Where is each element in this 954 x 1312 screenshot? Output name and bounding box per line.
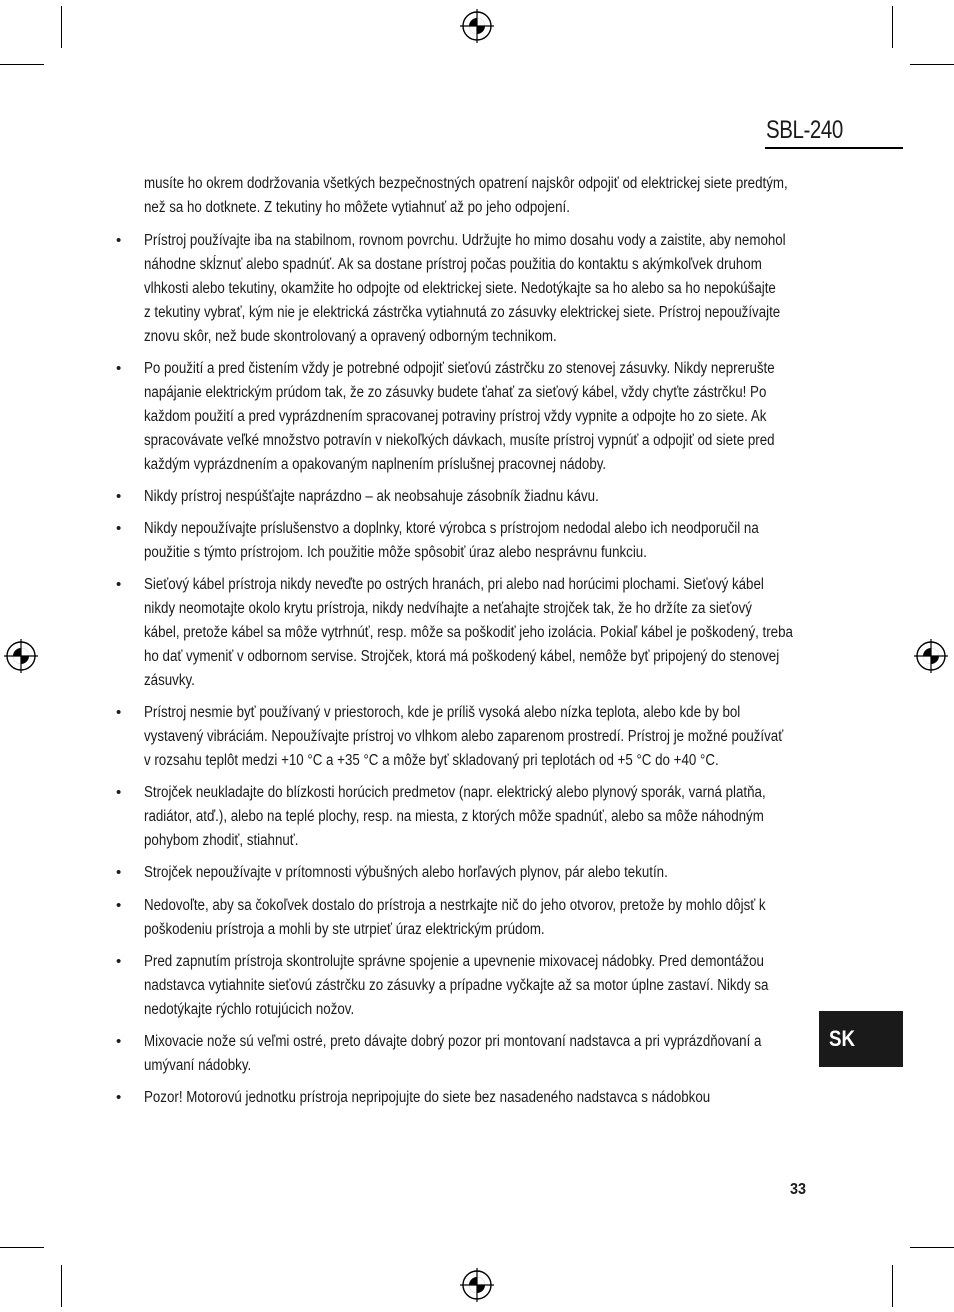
bullet-marker: • xyxy=(116,232,122,249)
bullet-marker: • xyxy=(116,864,122,881)
language-code: SK xyxy=(829,1026,855,1051)
text-line: Strojček neukladajte do blízkosti horúcich predmetov (napr. elektrický alebo plynový sporák, varná platňa, xyxy=(144,784,766,801)
model-title: SBL-240 xyxy=(766,116,843,144)
crop-mark xyxy=(0,1247,44,1248)
text-line: vlhkosti alebo tekutiny, okamžite ho odpojte od elektrickej siete. Nedotýkajte sa ho alebo sa ho nepokúšajte xyxy=(144,280,776,297)
bullet-item xyxy=(144,485,809,509)
text-line: nadstavca vytiahnite sieťovú zástrčku zo zásuvky a prípadne vyčkajte až sa motor úplne zastaví. Nikdy sa xyxy=(144,977,769,994)
bullet-item xyxy=(144,781,809,853)
text-line: nedotýkajte rýchlo rotujúcich nožov. xyxy=(144,1001,355,1018)
registration-mark-icon xyxy=(4,639,38,673)
text-line: ho dať vymeniť v odbornom servise. Strojček, ktorá má poškodený kábel, nemôže byť pripojený do stenovej xyxy=(144,648,780,665)
text-line: Sieťový kábel prístroja nikdy neveďte po ostrých hranách, pri alebo nad horúcimi plochami. Sieťový kábel xyxy=(144,576,764,593)
bullet-marker: • xyxy=(116,360,122,377)
crop-mark xyxy=(61,6,62,48)
bullet-marker: • xyxy=(116,1089,122,1106)
registration-mark-icon xyxy=(460,9,494,43)
text-line: než sa ho dotknete. Z tekutiny ho môžete vytiahnuť až po jeho odpojení. xyxy=(144,199,570,216)
intro-paragraph xyxy=(144,172,809,220)
crop-mark xyxy=(0,64,44,65)
crop-mark xyxy=(910,1247,954,1248)
text-line: nikdy neomotajte okolo krytu prístroja, nikdy nedvíhajte a neťahajte strojček tak, že ho držíte za sieťový xyxy=(144,600,752,617)
text-line: Mixovacie nože sú veľmi ostré, preto dávajte dobrý pozor pri montovaní nadstavca a pri vyprázdňovaní a xyxy=(144,1033,762,1050)
text-line: Prístroj nesmie byť používaný v priestoroch, kde je príliš vysoká alebo nízka teplota, alebo kde by bol xyxy=(144,704,741,721)
text-line: radiátor, atď.), alebo na teplé plochy, resp. na miesta, z ktorých môže spadnúť, alebo sa môže náhodným xyxy=(144,808,764,825)
text-line: pohybom zhodiť, stiahnuť. xyxy=(144,832,299,849)
bullet-item xyxy=(144,1086,809,1110)
bullet-marker: • xyxy=(116,784,122,801)
header-rule xyxy=(765,147,903,149)
text-line: Pozor! Motorovú jednotku prístroja nepripojujte do siete bez nasadeného nadstavca s nádobkou xyxy=(144,1089,711,1106)
bullet-item xyxy=(144,1030,809,1078)
text-line: musíte ho okrem dodržovania všetkých bezpečnostných opatrení najskôr odpojiť od elektrickej siete predtým, xyxy=(144,175,788,192)
bullet-item xyxy=(144,861,809,885)
bullet-item xyxy=(144,357,809,477)
bullet-marker: • xyxy=(116,520,122,537)
bullet-marker: • xyxy=(116,488,122,505)
text-line: Po použití a pred čistením vždy je potrebné odpojiť sieťovú zástrčku zo stenovej zásuvky. Nikdy neprerušte xyxy=(144,360,775,377)
bullet-item xyxy=(144,517,809,565)
text-line: každým vyprázdnením a opakovaným naplnením príslušnej pracovnej nádoby. xyxy=(144,456,607,473)
page-number: 33 xyxy=(790,1181,807,1198)
text-line: Nikdy nepoužívajte príslušenstvo a doplnky, ktoré výrobca s prístrojom nedodal alebo ich neodporučil na xyxy=(144,520,759,537)
bullet-marker: • xyxy=(116,704,122,721)
text-line: Prístroj používajte iba na stabilnom, rovnom povrchu. Udržujte ho mimo dosahu vody a zaistite, aby nemohol xyxy=(144,232,786,249)
language-tab xyxy=(819,1011,903,1067)
text-line: umývaní nádobky. xyxy=(144,1057,252,1074)
text-line: zásuvky. xyxy=(144,672,195,689)
text-line: kábel, pretože kábel sa môže vytrhnúť, resp. môže sa poškodiť jeho izolácia. Pokiaľ kábel je poškodený, treba xyxy=(144,624,793,641)
text-line: znovu skôr, než bude skontrolovaný a opravený odborným technikom. xyxy=(144,328,557,345)
text-line: Strojček nepoužívajte v prítomnosti výbušných alebo horľavých plynov, pár alebo tekutín. xyxy=(144,864,668,881)
bullet-marker: • xyxy=(116,576,122,593)
crop-mark xyxy=(61,1265,62,1307)
text-line: spracovávate veľké množstvo potravín v niekoľkých dávkach, musíte prístroj vypnúť a odpojiť od siete pred xyxy=(144,432,775,449)
bullet-item xyxy=(144,701,809,773)
text-line: Nikdy prístroj nespúšťajte naprázdno – ak neobsahuje zásobník žiadnu kávu. xyxy=(144,488,599,505)
text-line: náhodne skĺznuť alebo spadnúť. Ak sa dostane prístroj počas použitia do kontaktu s akýmkoľvek druhom xyxy=(144,256,762,273)
text-line: v rozsahu teplôt medzi +10 °C a +35 °C a môže byť skladovaný pri teplotách od +5 °C do +40 °C. xyxy=(144,752,719,769)
text-line: použitie s týmto prístrojom. Ich použitie môže spôsobiť úraz alebo nesprávnu funkciu. xyxy=(144,544,647,561)
crop-mark xyxy=(910,64,954,65)
crop-mark xyxy=(892,6,893,48)
text-line: každom použití a pred vyprázdnením spracovanej potraviny prístroj vždy vypnite a odpojte ho zo siete. Ak xyxy=(144,408,767,425)
text-line: Pred zapnutím prístroja skontrolujte správne spojenie a upevnenie mixovacej nádobky. Pred demontážou xyxy=(144,953,764,970)
bullet-marker: • xyxy=(116,953,122,970)
bullet-marker: • xyxy=(116,1033,122,1050)
text-line: poškodeniu prístroja a mohli by ste utrpieť úraz elektrickým prúdom. xyxy=(144,921,545,938)
bullet-item xyxy=(144,950,809,1022)
registration-mark-icon xyxy=(460,1268,494,1302)
bullet-item xyxy=(144,573,809,693)
bullet-item xyxy=(144,894,809,942)
crop-mark xyxy=(892,1265,893,1307)
bullet-item xyxy=(144,229,809,349)
registration-mark-icon xyxy=(914,639,948,673)
bullet-marker: • xyxy=(116,897,122,914)
text-line: z tekutiny vybrať, kým nie je elektrická zástrčka vytiahnutá zo zásuvky elektrickej siete. Prístroj nepoužívajte xyxy=(144,304,781,321)
text-line: Nedovoľte, aby sa čokoľvek dostalo do prístroja a nestrkajte nič do jeho otvorov, pretože by mohlo dôjsť k xyxy=(144,897,766,914)
text-line: vystavený vibráciám. Nepoužívajte prístroj vo vlhkom alebo zaparenom prostredí. Prístroj je možné používať xyxy=(144,728,784,745)
text-line: napájanie elektrickým prúdom tak, že zo zásuvky budete ťahať za sieťový kábel, vždy chyťte zástrčku! Po xyxy=(144,384,767,401)
